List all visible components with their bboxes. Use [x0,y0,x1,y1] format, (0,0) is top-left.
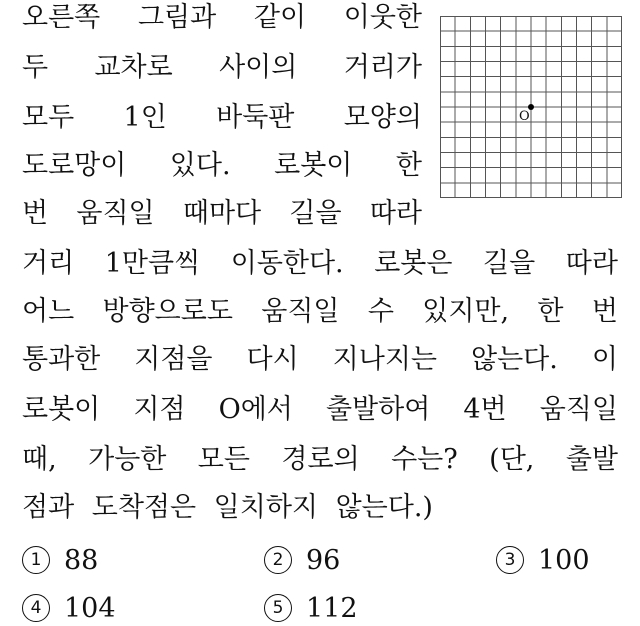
word: 4번 [463,394,507,425]
word: 로봇이 [22,394,101,425]
choice-marker: 5 [264,594,292,622]
word: 다시 [246,344,299,375]
problem-line-4 [22,152,422,179]
word: 모양의 [343,102,422,133]
choice-marker: 4 [22,594,50,622]
word: 이웃한 [343,2,422,33]
word: 도로망이 [22,150,127,181]
word: 지점을 [134,344,213,375]
word: 출발 [565,444,618,475]
word: 거리가 [343,52,422,83]
choice-marker: 2 [264,546,292,574]
word: 않는다. [471,344,558,375]
choice-value: 112 [306,592,358,624]
word: 한 [537,296,564,327]
word: 통과한 [22,344,101,375]
problem-line-11 [22,494,433,521]
word: 출발하여 [325,394,431,425]
choice-5[interactable] [264,594,358,622]
word: 모두 [22,102,75,133]
word: 지나지는 [332,344,437,375]
word: 사이의 [219,52,298,83]
choice-3[interactable] [496,546,590,574]
word: 지점 [133,394,186,425]
grid-road-figure [440,16,622,198]
word: 한 [395,150,422,181]
word: 점과 도착점은 일치하지 않는다.) [22,492,433,523]
choice-value: 88 [64,544,99,576]
word: 움직일 [539,394,618,425]
problem-line-8 [22,346,618,373]
choice-value: 96 [306,544,341,576]
problem-line-9 [22,396,618,423]
choice-marker: 3 [496,546,524,574]
word: 때, [22,444,57,475]
word: 길을 [289,198,342,229]
word: 그림과 [137,2,217,33]
choice-1[interactable] [22,546,98,574]
word: 있지만, [422,296,510,327]
word: 움직일 [261,296,340,327]
word: 따라 [369,198,422,229]
word: 있다. [169,150,231,181]
word: 수 [367,296,394,327]
word: 교차로 [94,52,173,83]
problem-line-2 [22,54,422,81]
problem-line-6 [22,250,618,277]
word: 가능한 [88,444,167,475]
word: 방향으로도 [102,296,233,327]
word: 번 [591,296,618,327]
problem-line-10 [22,446,618,473]
word: 따라 [565,248,618,279]
word: 움직일 [76,198,155,229]
word: 길을 [483,248,536,279]
word: 로봇은 [374,248,453,279]
word: 두 [22,52,49,83]
problem-line-7 [22,298,618,325]
choice-value: 104 [64,592,116,624]
choice-marker: 1 [22,546,50,574]
word: 1인 [123,102,167,133]
word: 오른쪽 [22,2,101,33]
word: 바둑판 [216,102,295,133]
word: 같이 [253,2,307,33]
origin-label: O [519,109,530,124]
word: (단, [489,444,535,475]
choice-2[interactable] [264,546,340,574]
choice-4[interactable] [22,594,116,622]
word: 이 [591,344,618,375]
problem-line-5 [22,200,422,227]
problem-line-3 [22,104,422,131]
word: 모든 [197,444,250,475]
word: 1만큼씩 [104,248,201,279]
word: 번 [22,198,49,229]
word: 어느 [22,296,75,327]
word: 경로의 [281,444,360,475]
word: 이동한다. [230,248,344,279]
word: 거리 [22,248,75,279]
word: 로봇이 [274,150,353,181]
problem-line-1 [22,4,422,31]
word: 수는? [391,444,458,475]
word: O에서 [218,394,293,425]
choice-value: 100 [538,544,590,576]
word: 때마다 [182,198,262,229]
